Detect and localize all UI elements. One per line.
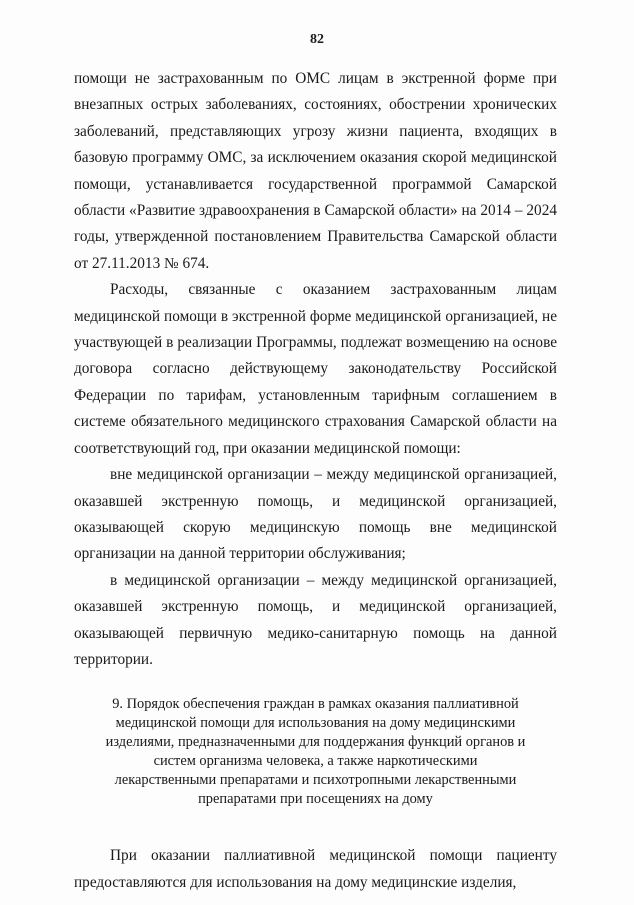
paragraph-palliative-care: При оказании паллиативной медицинской помощи пациенту предоставляются для использования на дому медицинские изделия, (74, 847, 557, 891)
spacer (74, 809, 557, 843)
paragraph-expenses-reimbursement: Расходы, связанные с оказанием застрахованным лицам медицинской помощи в экстренной форме медицинской организацией, не участвующей в реализации Программы, подлежат возмещению на основе договора согласно действующему законодательству Российской Федерации по тарифам, установленным тарифным соглашением в системе обязательного медицинского страхования Самарской области на соответствующий год, при оказании медицинской помощи: (74, 281, 557, 457)
paragraph-emergency-care-uninsured: помощи не застрахованным по ОМС лицам в экстренной форме при внезапных острых заболеваниях, состояниях, обострении хронических заболеваний, представляющих угрозу жизни пациента, входящих в базовую программу ОМС, за исключением оказания скорой медицинской помощи, устанавливается государственной программой Самарской области «Развитие здравоохранения в Самарской области» на 2014 – 2024 годы, утвержденной постановлением Правительства Самарской области от 27.11.2013 № 674. (74, 70, 557, 272)
paragraph-inside-organization: в медицинской организации – между медицинской организацией, оказавшей экстренную помощь, и медицинской организацией, оказывающей первичную медико-санитарную помощь на данной территории. (74, 571, 557, 668)
section-heading: 9. Порядок обеспечения граждан в рамках оказания паллиативной медицинской помощи для использования на дому медицинскими изделиями, предназначенными для поддержания функций органов и систем организма человека, а также наркотическими лекарственными препаратами и психотропными лекарственными препаратами при посещениях на дому (105, 696, 526, 808)
page-content (74, 66, 557, 896)
spacer (74, 673, 557, 695)
paragraph-outside-organization: вне медицинской организации – между медицинской организацией, оказавшей экстренную помощь, и медицинской организацией, оказывающей скорую медицинскую помощь вне медицинской организации на данной территории обслуживания; (74, 466, 557, 563)
page-number: 82 (310, 32, 324, 47)
